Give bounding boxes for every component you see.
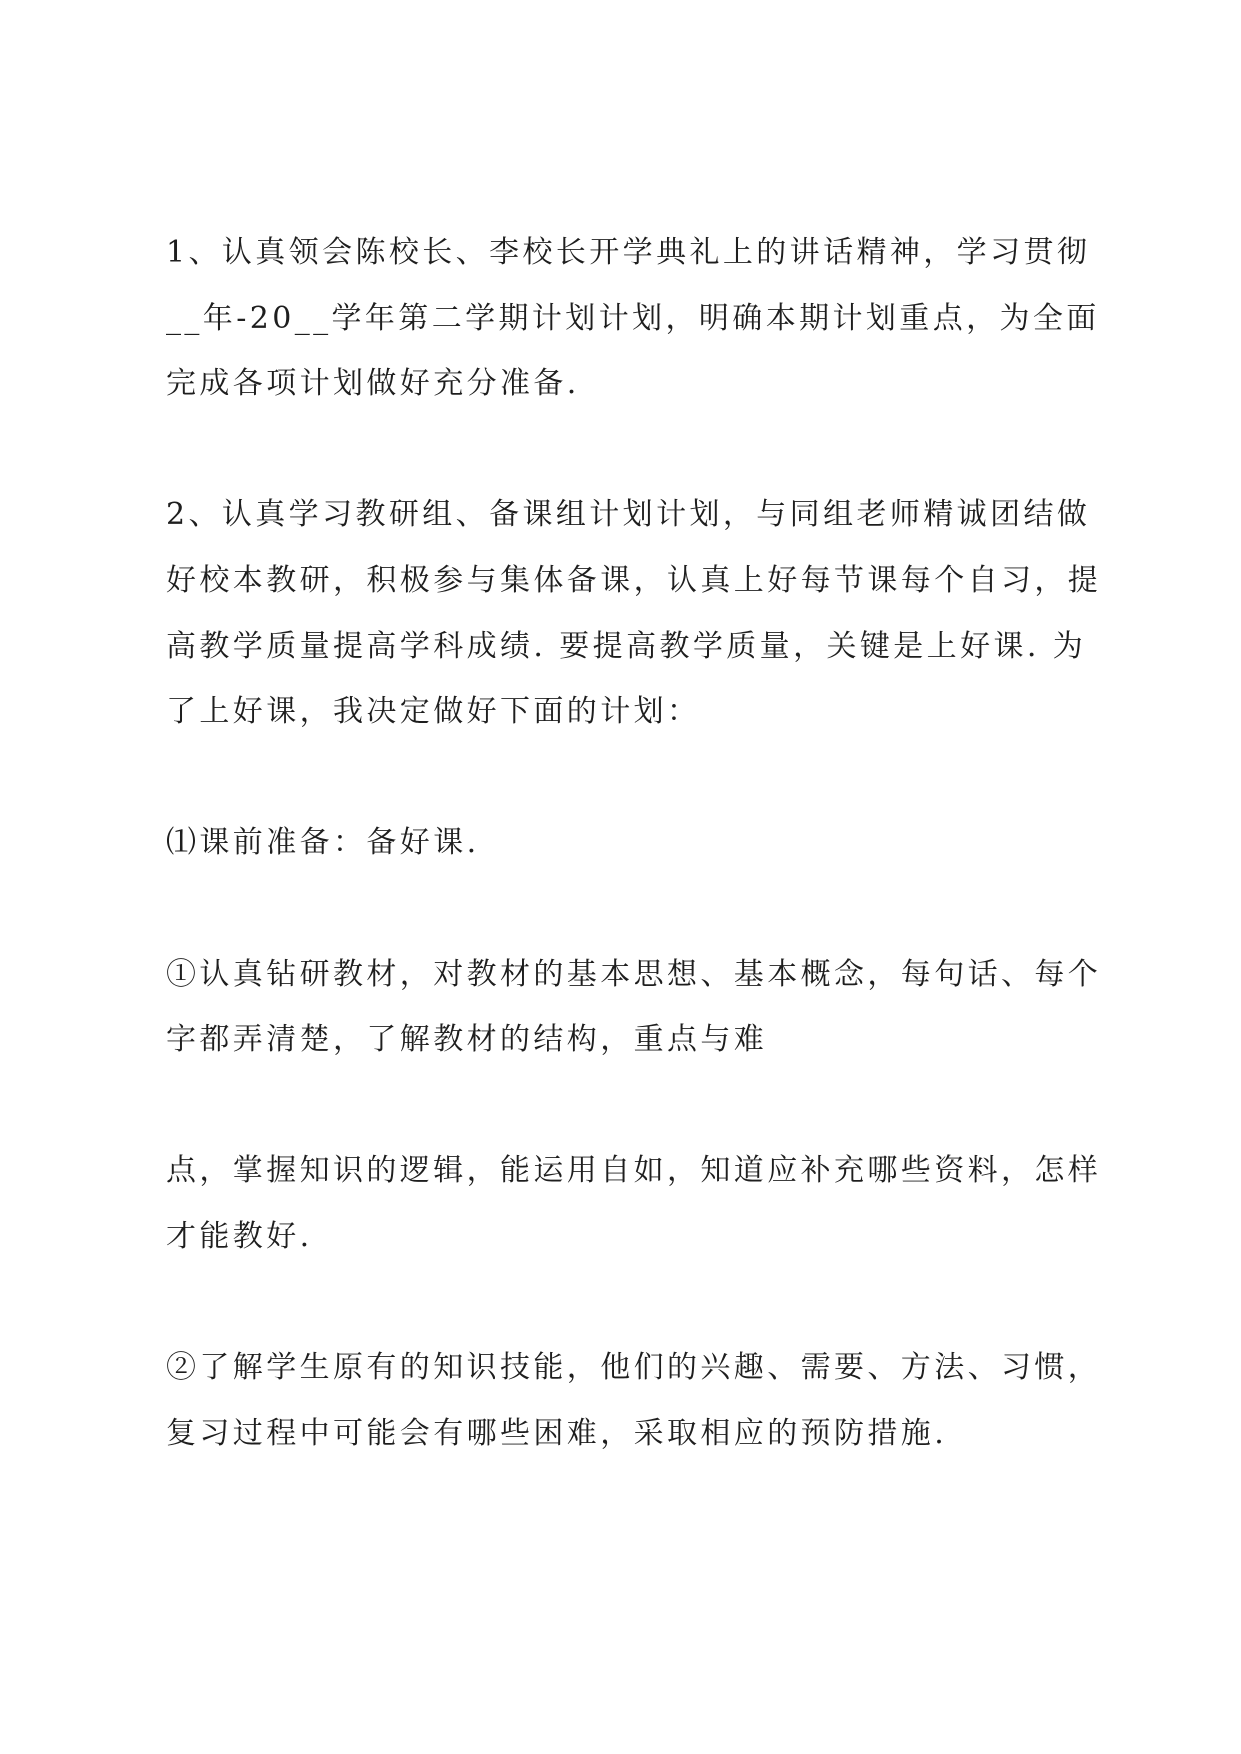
text-line: 完成各项计划做好充分准备.: [166, 366, 580, 402]
paragraph-6: [166, 1335, 1126, 1466]
text-line: 字都弄清楚，了解教材的结构，重点与难: [166, 1022, 768, 1058]
text-line: 复习过程中可能会有哪些困难，采取相应的预防措施.: [166, 1415, 948, 1451]
text-line: 1、认真领会陈校长、李校长开学典礼上的讲话精神，学习贯彻: [166, 235, 1091, 270]
text-line: ①认真钻研教材，对教材的基本思想、基本概念，每句话、每个: [166, 956, 1102, 992]
paragraph-3: [166, 810, 1126, 876]
document-body: [166, 220, 1126, 1532]
text-line: ②了解学生原有的知识技能，他们的兴趣、需要、方法、习惯，: [166, 1350, 1102, 1386]
text-line: 2、认真学习教研组、备课组计划计划，与同组老师精诚团结做: [166, 497, 1091, 533]
text-line: ⑴课前准备：备好课.: [166, 825, 480, 861]
text-line: 点，掌握知识的逻辑，能运用自如，知道应补充哪些资料，怎样: [166, 1153, 1102, 1189]
paragraph-4: [166, 942, 1126, 1073]
text-line: 才能教好.: [166, 1218, 313, 1254]
text-line: 了上好课，我决定做好下面的计划：: [166, 694, 701, 730]
text-line: 好校本教研，积极参与集体备课，认真上好每节课每个自习，提: [166, 562, 1102, 598]
paragraph-1: [166, 220, 1126, 417]
paragraph-2: [166, 482, 1126, 744]
paragraph-5: [166, 1138, 1126, 1269]
text-line: __年-20__学年第二学期计划计划，明确本期计划重点，为全面: [166, 300, 1100, 336]
text-line: 高教学质量提高学科成绩. 要提高教学质量，关键是上好课. 为: [166, 628, 1087, 664]
